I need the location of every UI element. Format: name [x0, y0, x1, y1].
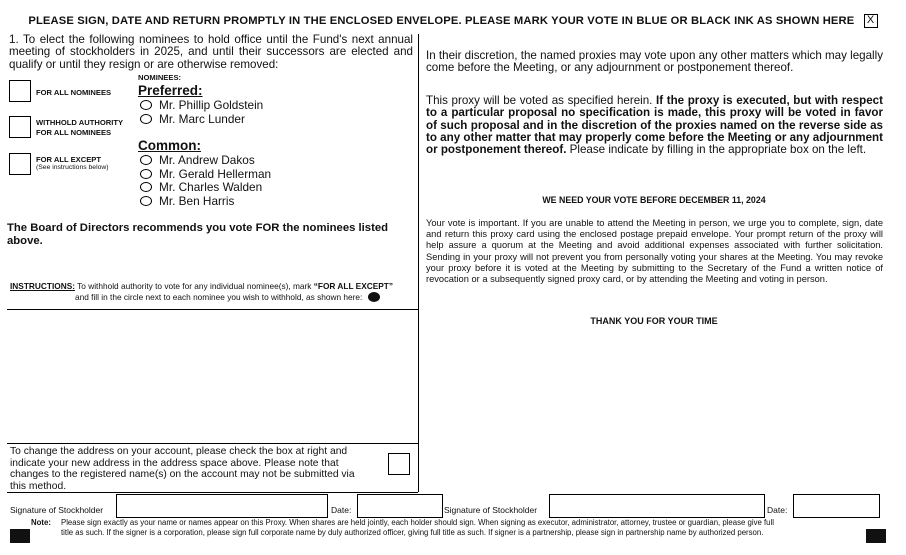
instructions-line2 [75, 292, 411, 303]
note-line-2: title as such. If the signer is a corporation, please sign full corporate name by duly authorized officer, giving full title as such. If signer is a partnership, please sign in partnership name by authorized person. [61, 528, 764, 537]
nominee-item[interactable] [140, 168, 271, 182]
note-line-1: Please sign exactly as your name or names appear on this Proxy. When shares are held jointly, each holder should sign. When signing as executor, administrator, attorney, trustee or guardian, please give full [61, 518, 774, 527]
vote-importance-text: Your vote is important. If you are unable to attend the Meeting in person, we urge you to complete, sign, date and return this proxy card using the enclosed postage prepaid envelope. Your prompt return of the proxy will help assure a quorum at the Meeting and avoid additional expenses associated with further solicitation. Sending in your proxy will not prevent you from personally voting your shares at the Meeting. You may revoke your proxy before it is voted at the Meeting by submitting to the Secretary of the Fund a written notice of revocation or a subsequently signed proxy card, or by attending the Meeting and voting in person. [426, 218, 883, 285]
proxy-text [426, 95, 883, 156]
withhold-label-1: WITHHOLD AUTHORITY [36, 118, 124, 127]
withhold-label-2: FOR ALL NOMINEES [36, 128, 112, 137]
address-change-text: To change the address on your account, please check the box at right and indicate your new address in the address space above. Please note that changes to the registered name(s) on the account may not be submitted via this method. [10, 446, 355, 492]
instructions-text-a: To withhold authority to vote for any individual nominee(s), mark [77, 281, 314, 291]
nominee-name: Mr. Charles Walden [159, 180, 263, 194]
instructions-label: INSTRUCTIONS: [10, 281, 75, 291]
header-instruction [0, 14, 906, 28]
header-text: PLEASE SIGN, DATE AND RETURN PROMPTLY IN THE ENCLOSED ENVELOPE. PLEASE MARK YOUR VOTE IN BLUE OR BLACK INK AS SHOWN HERE [28, 14, 855, 27]
see-instructions-label: (See instructions below) [36, 164, 109, 171]
signature-divider [7, 492, 418, 493]
vote-deadline: WE NEED YOUR VOTE BEFORE DECEMBER 11, 2024 [542, 195, 766, 205]
proxy-text-b: Please indicate by filling in the appropriate box on the left. [566, 143, 867, 157]
preferred-list [140, 99, 263, 126]
nominee-circle[interactable] [140, 196, 152, 206]
for-all-except-label: FOR ALL EXCEPT [36, 155, 101, 164]
proxy-text-bold: If the proxy is executed, but with respect to a particular proposal no specification is made, this proxy will be voted in favor of such proposal and in the discretion of the proxies named on the reverse side as to any other matter that may properly come before the Meeting or any adjournment or postponement thereof. [426, 94, 883, 157]
address-change-checkbox[interactable] [388, 453, 410, 475]
proxy-text-a: This proxy will be voted as specified herein. [426, 94, 657, 107]
nominee-name: Mr. Marc Lunder [159, 111, 245, 126]
registration-mark-right [866, 529, 886, 543]
nominee-name: Mr. Phillip Goldstein [159, 98, 264, 112]
signature-field-1[interactable] [116, 494, 328, 518]
registration-mark-left [10, 529, 30, 543]
nominee-name: Mr. Andrew Dakos [159, 153, 255, 167]
nominee-item[interactable] [140, 154, 271, 168]
instructions-emph: “FOR ALL EXCEPT” [313, 281, 394, 291]
for-all-checkbox[interactable] [9, 80, 31, 102]
date-field-2[interactable] [793, 494, 880, 518]
signature-label-1: Signature of Stockholder [10, 505, 104, 515]
nominee-circle[interactable] [140, 114, 152, 124]
column-divider [418, 34, 419, 492]
date-field-1[interactable] [357, 494, 443, 518]
nominee-item[interactable] [140, 113, 263, 127]
nominee-circle[interactable] [140, 155, 152, 165]
nominee-circle[interactable] [140, 169, 152, 179]
instructions-text-b: and fill in the circle next to each nominee you wish to withhold, as shown here: [75, 292, 363, 302]
date-label-1: Date: [331, 505, 352, 515]
nominee-name: Mr. Gerald Hellerman [159, 166, 272, 181]
thank-you: THANK YOU FOR YOUR TIME [590, 316, 718, 326]
nominee-circle[interactable] [140, 100, 152, 110]
filled-circle-icon [368, 292, 380, 302]
signature-field-2[interactable] [549, 494, 765, 518]
nominee-item[interactable] [140, 99, 263, 113]
preferred-heading: Preferred: [138, 83, 203, 98]
instructions [10, 281, 410, 292]
signature-label-2: Signature of Stockholder [444, 505, 538, 515]
for-all-except-checkbox[interactable] [9, 153, 31, 175]
common-list [140, 154, 271, 208]
nominee-name: Mr. Ben Harris [159, 193, 235, 208]
common-heading: Common: [138, 138, 201, 153]
example-mark-box: X [864, 14, 878, 28]
nominees-label: NOMINEES: [138, 73, 182, 82]
for-all-label: FOR ALL NOMINEES [36, 88, 112, 97]
address-divider [7, 443, 418, 444]
nominee-item[interactable] [140, 181, 271, 195]
discretion-text: In their discretion, the named proxies may vote upon any other matters which may legally come before the Meeting, or any adjournment or postponement thereof. [426, 49, 883, 75]
note-label: Note: [31, 518, 51, 527]
instructions-divider [7, 309, 418, 310]
date-label-2: Date: [767, 505, 788, 515]
nominee-item[interactable] [140, 195, 271, 209]
proposal-text: 1. To elect the following nominees to hold office until the Fund's next annual meeting of stockholders in 2025, and until their successors are elected and qualify or until they resign or are otherwise removed: [9, 33, 413, 71]
board-recommendation: The Board of Directors recommends you vote FOR the nominees listed above. [7, 222, 389, 247]
withhold-checkbox[interactable] [9, 116, 31, 138]
nominee-circle[interactable] [140, 182, 152, 192]
